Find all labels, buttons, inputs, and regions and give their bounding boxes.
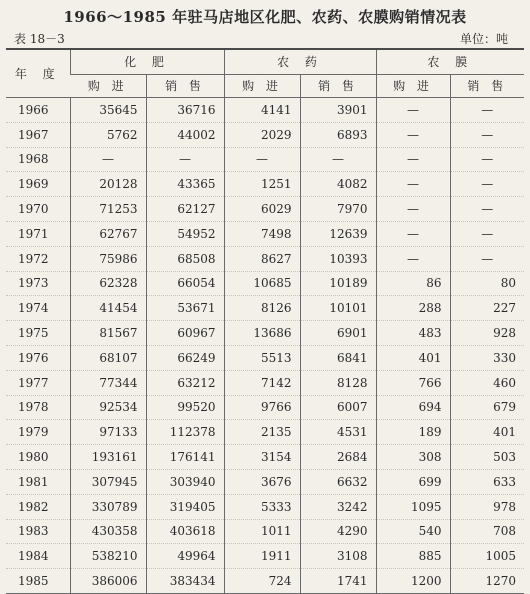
- value-cell: 71253: [70, 197, 146, 222]
- value-cell: —: [224, 147, 300, 172]
- value-cell: 1911: [224, 544, 300, 569]
- value-cell: 12639: [300, 221, 376, 246]
- unit-label: 单位：吨: [459, 32, 508, 46]
- value-cell: 4531: [300, 420, 376, 445]
- value-cell: 10101: [300, 296, 376, 321]
- year-cell: 1976: [18, 350, 49, 365]
- table-row: [6, 221, 524, 246]
- table-row: [6, 569, 524, 594]
- value-cell: 97133: [70, 420, 146, 445]
- table-row: [6, 395, 524, 420]
- year-cell: 1968: [18, 152, 49, 167]
- year-cell: 1984: [18, 549, 49, 564]
- table-row: [6, 271, 524, 296]
- value-cell: 80: [450, 271, 524, 296]
- value-cell: 4141: [224, 98, 300, 123]
- year-cell: 1981: [18, 474, 49, 489]
- value-cell: 99520: [146, 395, 224, 420]
- value-cell: 53671: [146, 296, 224, 321]
- value-cell: 10189: [300, 271, 376, 296]
- value-cell: 8627: [224, 246, 300, 271]
- value-cell: 60967: [146, 321, 224, 346]
- value-cell: 5762: [70, 122, 146, 147]
- value-cell: 288: [376, 296, 450, 321]
- year-cell: 1985: [18, 574, 49, 589]
- value-cell: 1200: [376, 569, 450, 594]
- value-cell: 3901: [300, 98, 376, 123]
- value-cell: 176141: [146, 445, 224, 470]
- value-cell: 330789: [70, 494, 146, 519]
- data-table: [6, 48, 524, 594]
- value-cell: 5513: [224, 345, 300, 370]
- year-cell: 1978: [18, 400, 49, 415]
- table-number: 表 18－3: [14, 32, 65, 46]
- value-cell: —: [376, 122, 450, 147]
- value-cell: 401: [450, 420, 524, 445]
- table-row: [6, 544, 524, 569]
- value-cell: 193161: [70, 445, 146, 470]
- value-cell: 330: [450, 345, 524, 370]
- value-cell: 35645: [70, 98, 146, 123]
- table-row: [6, 172, 524, 197]
- value-cell: 44002: [146, 122, 224, 147]
- value-cell: —: [450, 221, 524, 246]
- year-cell: 1972: [18, 251, 49, 266]
- value-cell: 708: [450, 519, 524, 544]
- value-cell: 1251: [224, 172, 300, 197]
- value-cell: 308: [376, 445, 450, 470]
- header-sales: 销 售: [450, 75, 524, 98]
- value-cell: 86: [376, 271, 450, 296]
- value-cell: 13686: [224, 321, 300, 346]
- table-row: [6, 122, 524, 147]
- value-cell: 75986: [70, 246, 146, 271]
- table-row: [6, 420, 524, 445]
- value-cell: 538210: [70, 544, 146, 569]
- value-cell: —: [146, 147, 224, 172]
- value-cell: 62127: [146, 197, 224, 222]
- value-cell: 1270: [450, 569, 524, 594]
- value-cell: —: [376, 172, 450, 197]
- header-fertilizer: 化 肥: [70, 49, 224, 75]
- value-cell: 885: [376, 544, 450, 569]
- year-cell: 1966: [18, 102, 49, 117]
- value-cell: 679: [450, 395, 524, 420]
- value-cell: 699: [376, 469, 450, 494]
- value-cell: 43365: [146, 172, 224, 197]
- year-cell: 1975: [18, 326, 49, 341]
- table-title: 1966～1985 年驻马店地区化肥、农药、农膜购销情况表: [63, 8, 467, 26]
- value-cell: 62767: [70, 221, 146, 246]
- value-cell: 7142: [224, 370, 300, 395]
- value-cell: 724: [224, 569, 300, 594]
- value-cell: 81567: [70, 321, 146, 346]
- value-cell: 41454: [70, 296, 146, 321]
- value-cell: 1095: [376, 494, 450, 519]
- value-cell: 2135: [224, 420, 300, 445]
- table-row: [6, 519, 524, 544]
- value-cell: 189: [376, 420, 450, 445]
- value-cell: 4082: [300, 172, 376, 197]
- value-cell: 303940: [146, 469, 224, 494]
- value-cell: 633: [450, 469, 524, 494]
- value-cell: 8126: [224, 296, 300, 321]
- table-row: [6, 98, 524, 123]
- value-cell: 2029: [224, 122, 300, 147]
- header-purchase: 购 进: [376, 75, 450, 98]
- table-row: [6, 246, 524, 271]
- value-cell: 1005: [450, 544, 524, 569]
- table-row: [6, 370, 524, 395]
- table-body: [6, 98, 524, 594]
- value-cell: 6007: [300, 395, 376, 420]
- value-cell: 3154: [224, 445, 300, 470]
- value-cell: 6029: [224, 197, 300, 222]
- value-cell: 1741: [300, 569, 376, 594]
- year-cell: 1969: [18, 177, 49, 192]
- year-cell: 1974: [18, 301, 49, 316]
- table-row: [6, 494, 524, 519]
- value-cell: 1011: [224, 519, 300, 544]
- year-cell: 1982: [18, 499, 49, 514]
- value-cell: 9766: [224, 395, 300, 420]
- value-cell: 3676: [224, 469, 300, 494]
- year-cell: 1970: [18, 202, 49, 217]
- value-cell: 483: [376, 321, 450, 346]
- value-cell: 20128: [70, 172, 146, 197]
- header-film: 农 膜: [376, 49, 524, 75]
- header-pesticide: 农 药: [224, 49, 376, 75]
- table-row: [6, 321, 524, 346]
- value-cell: 401: [376, 345, 450, 370]
- value-cell: 66054: [146, 271, 224, 296]
- year-cell: 1983: [18, 524, 49, 539]
- value-cell: 68107: [70, 345, 146, 370]
- value-cell: 430358: [70, 519, 146, 544]
- table-row: [6, 197, 524, 222]
- value-cell: —: [450, 122, 524, 147]
- value-cell: 7970: [300, 197, 376, 222]
- value-cell: 68508: [146, 246, 224, 271]
- value-cell: 36716: [146, 98, 224, 123]
- value-cell: 386006: [70, 569, 146, 594]
- value-cell: 62328: [70, 271, 146, 296]
- table-row: [6, 345, 524, 370]
- value-cell: —: [376, 98, 450, 123]
- value-cell: 8128: [300, 370, 376, 395]
- value-cell: 2684: [300, 445, 376, 470]
- value-cell: 319405: [146, 494, 224, 519]
- header-sales: 销 售: [300, 75, 376, 98]
- table-row: [6, 147, 524, 172]
- value-cell: 10393: [300, 246, 376, 271]
- value-cell: —: [376, 197, 450, 222]
- value-cell: 92534: [70, 395, 146, 420]
- value-cell: 383434: [146, 569, 224, 594]
- header-sales: 销 售: [146, 75, 224, 98]
- value-cell: 77344: [70, 370, 146, 395]
- table-row: [6, 469, 524, 494]
- value-cell: 49964: [146, 544, 224, 569]
- value-cell: 978: [450, 494, 524, 519]
- value-cell: —: [376, 147, 450, 172]
- value-cell: —: [450, 98, 524, 123]
- value-cell: 227: [450, 296, 524, 321]
- value-cell: 694: [376, 395, 450, 420]
- value-cell: 4290: [300, 519, 376, 544]
- year-cell: 1971: [18, 226, 49, 241]
- value-cell: 766: [376, 370, 450, 395]
- year-cell: 1977: [18, 375, 49, 390]
- header-purchase: 购 进: [70, 75, 146, 98]
- value-cell: —: [450, 246, 524, 271]
- value-cell: —: [450, 172, 524, 197]
- table-row: [6, 296, 524, 321]
- value-cell: 403618: [146, 519, 224, 544]
- table-row: [6, 445, 524, 470]
- value-cell: 3108: [300, 544, 376, 569]
- year-cell: 1967: [18, 127, 49, 142]
- value-cell: —: [450, 197, 524, 222]
- header-year: 年 度: [6, 49, 70, 98]
- value-cell: 6841: [300, 345, 376, 370]
- value-cell: 54952: [146, 221, 224, 246]
- value-cell: 928: [450, 321, 524, 346]
- value-cell: 10685: [224, 271, 300, 296]
- year-cell: 1973: [18, 276, 49, 291]
- value-cell: 63212: [146, 370, 224, 395]
- value-cell: 6632: [300, 469, 376, 494]
- value-cell: 460: [450, 370, 524, 395]
- value-cell: 540: [376, 519, 450, 544]
- header-purchase: 购 进: [224, 75, 300, 98]
- year-cell: 1979: [18, 425, 49, 440]
- value-cell: 66249: [146, 345, 224, 370]
- value-cell: 5333: [224, 494, 300, 519]
- value-cell: 6893: [300, 122, 376, 147]
- value-cell: 6901: [300, 321, 376, 346]
- value-cell: 503: [450, 445, 524, 470]
- value-cell: —: [376, 221, 450, 246]
- value-cell: 307945: [70, 469, 146, 494]
- year-cell: 1980: [18, 450, 49, 465]
- value-cell: 3242: [300, 494, 376, 519]
- value-cell: —: [300, 147, 376, 172]
- value-cell: —: [70, 147, 146, 172]
- value-cell: 112378: [146, 420, 224, 445]
- value-cell: —: [450, 147, 524, 172]
- value-cell: 7498: [224, 221, 300, 246]
- value-cell: —: [376, 246, 450, 271]
